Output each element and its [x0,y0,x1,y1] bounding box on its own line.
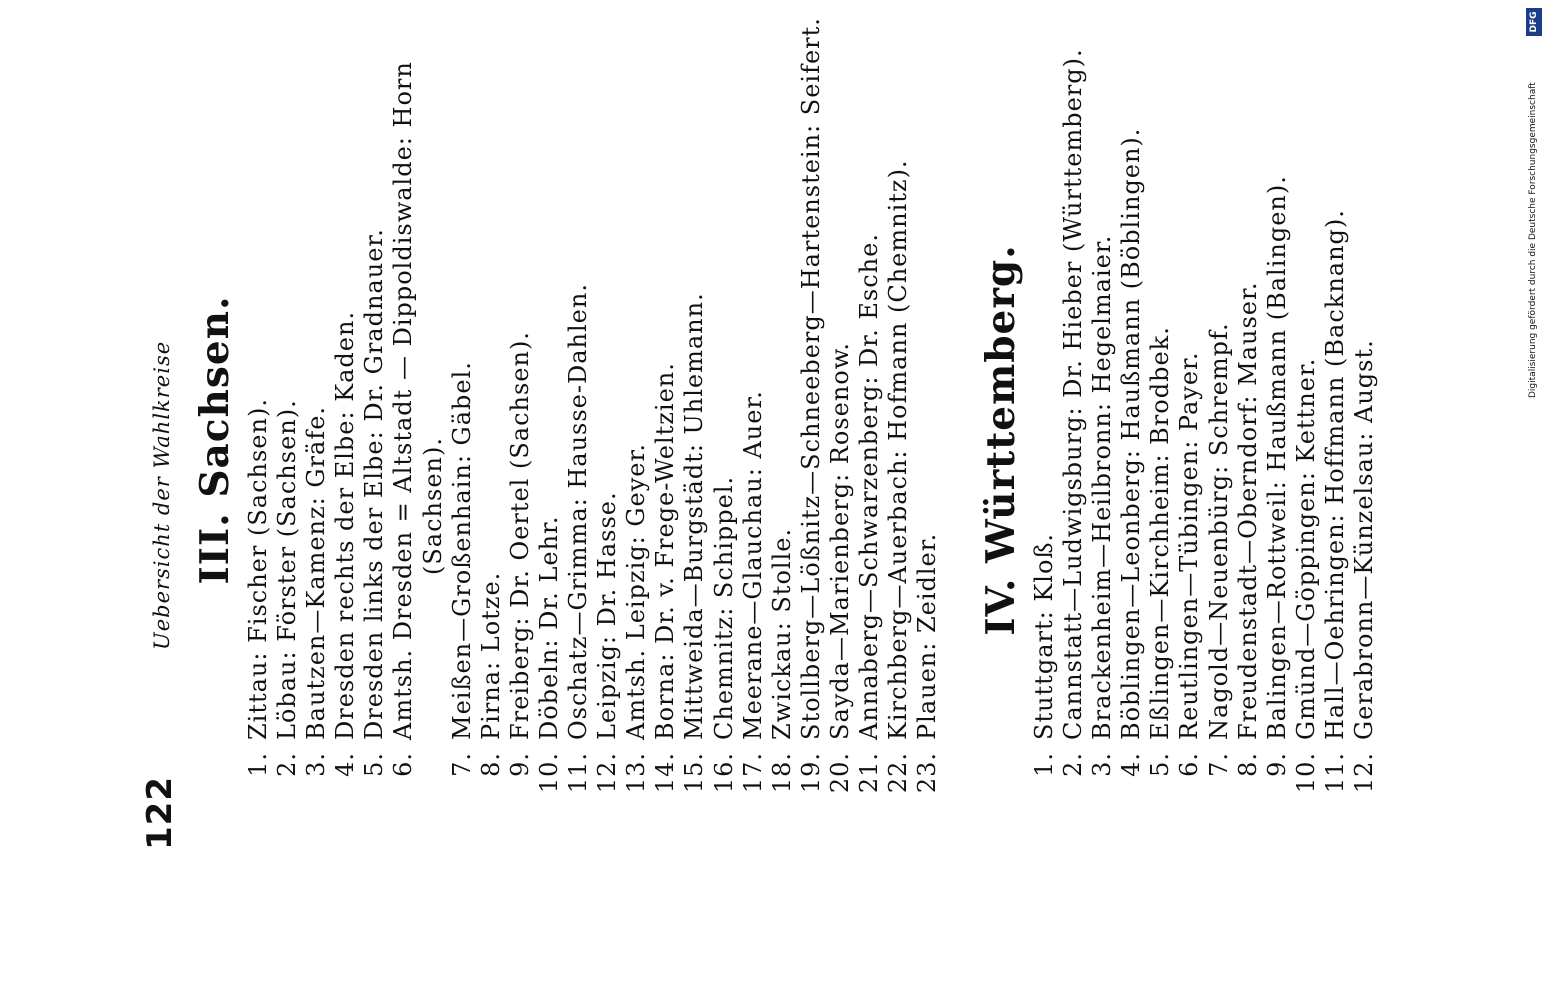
entry-number: 18. [767,752,796,794]
list-item [506,17,535,850]
entry-text: Eßlingen—Kirchheim: Brodbek. [1146,326,1175,740]
page-header [140,150,180,850]
entry-number: 2. [1059,752,1088,777]
entry-number: 19. [796,752,825,794]
entry-text: (Sachsen). [418,437,447,575]
entry-number: 11. [564,752,593,794]
entry-number: 23. [913,752,942,794]
entry-number: 5. [1146,752,1175,777]
entry-text: Reutlingen—Tübingen: Payer. [1175,351,1204,740]
list-item [1117,48,1146,850]
entry-number: 3. [1088,752,1117,777]
entry-text: Meerane—Glauchau: Auer. [738,390,767,740]
constituency-list-sachsen [244,17,942,850]
entry-text: Zwickau: Stolle. [767,527,796,740]
list-item [535,17,564,850]
entry-text: Amtsh. Dresden = Altstadt — Dippoldiswalde: Horn [389,61,418,740]
entry-text: Stollberg—Lößnitz—Schneeberg—Hartenstein: Seifert. [796,17,825,740]
entry-text: Hall—Oehringen: Hoffmann (Backnang). [1320,209,1349,740]
entry-text: Gmünd—Göppingen: Kettner. [1291,357,1320,740]
dfg-logo: DFG [1526,8,1542,36]
entry-text: Nagold—Neuenbürg: Schrempf. [1204,322,1233,740]
entry-number: 2. [273,752,302,777]
list-item [244,17,273,850]
entry-number: 10. [1291,752,1320,794]
entry-text: Zittau: Fischer (Sachsen). [244,398,272,740]
section-title-wuerttemberg: IV. Württemberg. [978,244,1024,636]
constituency-list-wuerttemberg [1030,48,1379,850]
list-item [419,17,448,850]
list-item [273,17,302,850]
list-item [1146,48,1175,850]
entry-number: 8. [1233,752,1262,777]
entry-number: 21. [854,752,883,794]
entry-number: 7. [447,752,476,777]
entry-text: Mittweida—Burgstädt: Uhlemann. [680,292,709,740]
list-item [1234,48,1263,850]
entry-number: 12. [1350,752,1379,794]
entry-text: Kirchberg—Auerbach: Hofmann (Chemnitz). [884,159,913,740]
entry-text: Stuttgart: Kloß. [1030,532,1058,740]
entry-number: 13. [622,752,651,794]
list-item [1059,48,1088,850]
list-item [1292,48,1321,850]
entry-text: Sayda—Marienberg: Rosenow. [825,341,854,740]
entry-text: Cannstatt—Ludwigsburg: Dr. Hieber (Württemberg). [1059,48,1088,740]
list-item [360,17,389,850]
entry-number: 4. [1117,752,1146,777]
dfg-watermark [1522,8,1544,408]
list-item [710,17,739,850]
entry-number: 5. [360,752,389,777]
watermark-text: Digitalisierung gefördert durch die Deutsche Forschungsgemeinschaft [1528,82,1538,398]
list-item [1175,48,1204,850]
list-item [389,17,418,850]
entry-number: 12. [593,752,622,794]
entry-text: Plauen: Zeidler. [913,532,942,740]
list-item [1205,48,1234,850]
list-item [302,17,331,850]
list-item [1321,48,1350,850]
entry-number: 22. [884,752,913,794]
list-item [797,17,826,850]
list-item [1350,48,1379,850]
entry-text: Dresden links der Elbe: Dr. Gradnauer. [360,228,389,740]
running-head: Uebersicht der Wahlkreise [150,340,174,650]
section-title-sachsen: III. Sachsen. [192,295,238,585]
entry-text: Oschatz—Grimma: Hausse-Dahlen. [564,283,593,740]
entry-number: 7. [1204,752,1233,777]
list-item [913,17,942,850]
list-item [855,17,884,850]
list-item [1030,48,1059,850]
entry-text: Amtsh. Leipzig: Geyer. [622,443,651,740]
list-item [331,17,360,850]
entry-number: 14. [651,752,680,794]
entry-text: Freudenstadt—Oberndorf: Mauser. [1233,281,1262,740]
entry-text: Böblingen—Leonberg: Haußmann (Böblingen). [1117,127,1146,740]
list-item [768,17,797,850]
entry-number: 10. [534,752,563,794]
entry-number: 1. [1030,752,1058,777]
entry-text: Freiberg: Dr. Oertel (Sachsen). [505,331,534,740]
entry-text: Löbau: Förster (Sachsen). [273,399,302,740]
list-item [1263,48,1292,850]
entry-number: 3. [302,752,331,777]
list-item [739,17,768,850]
list-item [651,17,680,850]
entry-number: 9. [1262,752,1291,777]
entry-text: Döbeln: Dr. Lehr. [534,515,563,740]
entry-text: Leipzig: Dr. Hasse. [593,491,622,740]
entry-text: Borna: Dr. v. Frege-Weltzien. [651,362,680,740]
entry-text: Chemnitz: Schippel. [709,475,738,740]
entry-text: Pirna: Lotze. [476,571,505,740]
list-item [826,17,855,850]
list-item [448,17,477,850]
entry-text: Dresden rechts der Elbe: Kaden. [331,310,360,740]
entry-text: Brackenheim—Heilbronn: Hegelmaier. [1088,234,1117,740]
entry-number: 20. [825,752,854,794]
page-number: 122 [140,776,180,850]
entry-number: 4. [331,752,360,777]
entry-number: 9. [505,752,534,777]
list-item [680,17,709,850]
list-item [1088,48,1117,850]
entry-number: 15. [680,752,709,794]
entry-text: Annaberg—Schwarzenberg: Dr. Esche. [854,233,883,740]
entry-text: Balingen—Rottweil: Haußmann (Balingen). [1262,175,1291,740]
entry-number: 16. [709,752,738,794]
entry-number: 6. [389,752,418,777]
entry-number: 6. [1175,752,1204,777]
entry-number: 11. [1320,752,1349,794]
entry-text: Meißen—Großenhain: Gäbel. [447,361,476,740]
list-item [593,17,622,850]
list-item [622,17,651,850]
entry-text: Bautzen—Kamenz: Gräfe. [302,405,331,740]
entry-number: 17. [738,752,767,794]
entry-text: Gerabronn—Künzelsau: Augst. [1350,339,1379,740]
list-item [884,17,913,850]
list-item [564,17,593,850]
entry-number: 1. [244,752,272,777]
list-item [477,17,506,850]
entry-number: 8. [476,752,505,777]
